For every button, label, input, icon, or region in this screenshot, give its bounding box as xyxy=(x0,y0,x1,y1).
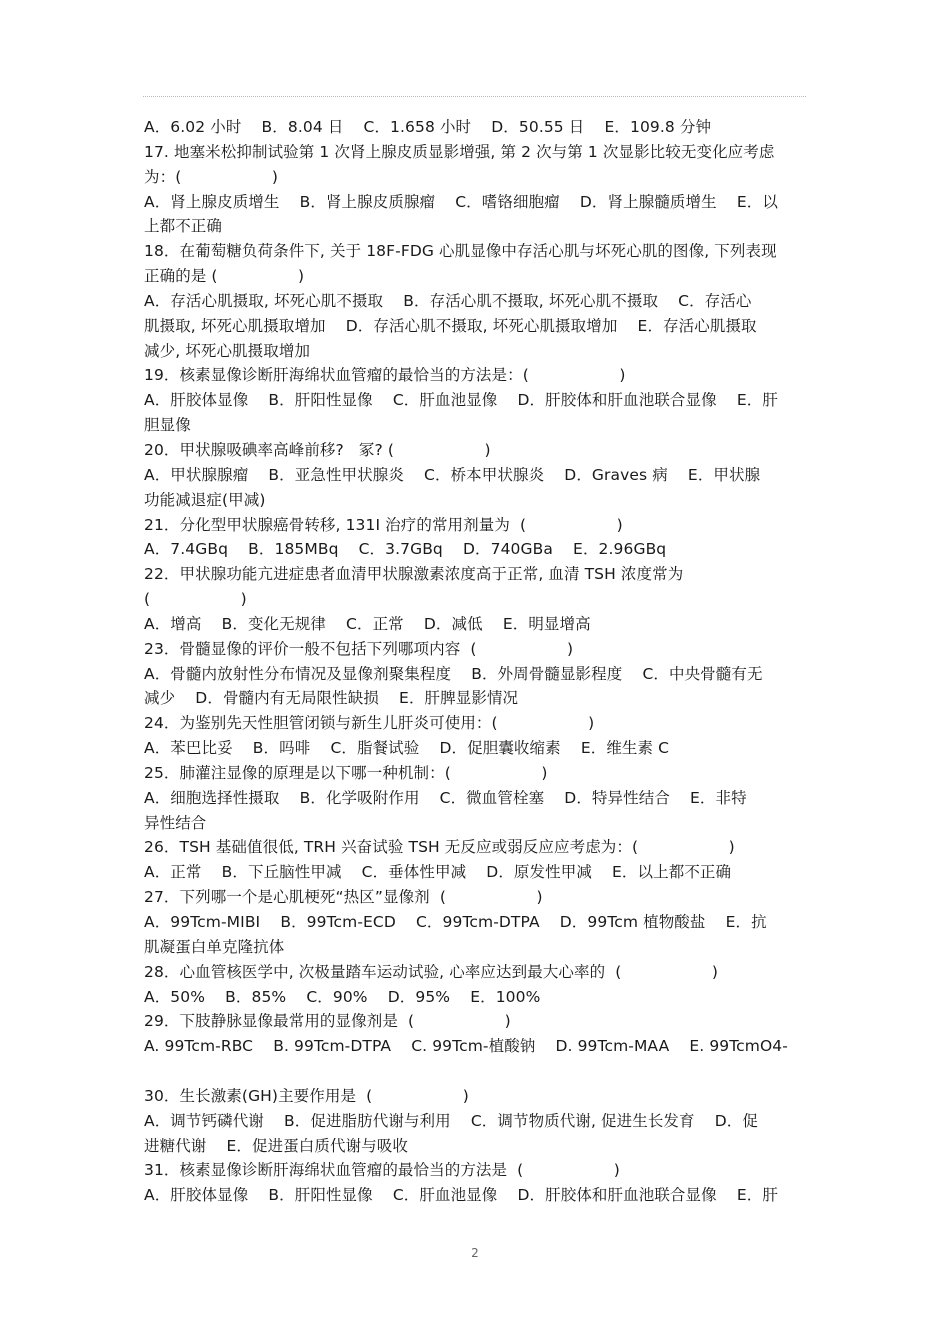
text-line: 21．分化型甲状腺癌骨转移, 131I 治疗的常用剂量为 ( ) xyxy=(144,515,623,534)
text-line: 肌摄取, 坏死心肌摄取增加 D．存活心肌不摄取, 坏死心肌摄取增加 E．存活心肌摄取 xyxy=(144,316,757,335)
text-line: A．肝胶体显像 B．肝阳性显像 C．肝血池显像 D．肝胶体和肝血池联合显像 E．肝 xyxy=(144,1186,778,1205)
text-line: A．细胞选择性摄取 B．化学吸附作用 C．微血管栓塞 D．特异性结合 E．非特 xyxy=(144,788,747,807)
text-line: 28．心血管核医学中, 次极量踏车运动试验, 心率应达到最大心率的 ( ) xyxy=(144,962,719,981)
text-line: A．骨髓内放射性分布情况及显像剂聚集程度 B．外周骨髓显影程度 C．中央骨髓有无 xyxy=(144,664,763,683)
text-line: 23．骨髓显像的评价一般不包括下列哪项内容 ( ) xyxy=(144,639,574,658)
text-line xyxy=(144,1059,808,1084)
text-line: A．50% B．85% C．90% D．95% E．100% xyxy=(144,987,541,1006)
page-number: 2 xyxy=(471,1246,479,1260)
text-line: ( ) xyxy=(144,590,247,609)
text-line: 功能减退症(甲减) xyxy=(144,490,266,509)
header-rule xyxy=(143,96,806,97)
text-line: A．7.4GBq B．185MBq C．3.7GBq D．740GBa E．2.96GBq xyxy=(144,540,667,559)
text-line: 减少 D．骨髓内有无局限性缺损 E．肝脾显影情况 xyxy=(144,689,519,708)
text-line: 24．为鉴别先天性胆管闭锁与新生儿肝炎可使用：( ) xyxy=(144,714,595,733)
text-line: 22．甲状腺功能亢进症患者血清甲状腺激素浓度高于正常, 血清 TSH 浓度常为 xyxy=(144,565,684,584)
text-line: 20．甲状腺吸碘率高峰前移? 冢? ( ) xyxy=(144,440,491,459)
text-line: A. 99Tcm-RBC B. 99Tcm-DTPA C. 99Tcm-植酸钠 D. 99Tcm-MAA E. 99TcmO4- xyxy=(144,1037,788,1056)
text-line: A．6.02 小时 B．8.04 日 C．1.658 小时 D．50.55 日 E．109.8 分钟 xyxy=(144,118,712,136)
text-line: 26．TSH 基础值很低, TRH 兴奋试验 TSH 无反应或弱反应应考虑为：( ) xyxy=(144,838,735,857)
text-line: 异性结合 xyxy=(144,813,207,832)
text-line: A．肝胶体显像 B．肝阳性显像 C．肝血池显像 D．肝胶体和肝血池联合显像 E．肝 xyxy=(144,391,778,410)
text-line: 减少, 坏死心肌摄取增加 xyxy=(144,341,311,360)
text-line: 正确的是 ( ) xyxy=(144,267,305,286)
text-line: 上都不正确 xyxy=(144,217,223,236)
text-line: A．甲状腺腺瘤 B．亚急性甲状腺炎 C．桥本甲状腺炎 D．Graves 病 E．甲状腺 xyxy=(144,465,761,484)
text-line: 17. 地塞米松抑制试验第 1 次肾上腺皮质显影增强, 第 2 次与第 1 次显影比较无变化应考虑 xyxy=(144,142,775,161)
text-line: 25．肺灌注显像的原理是以下哪一种机制：( ) xyxy=(144,763,548,782)
text-line: A．增高 B．变化无规律 C．正常 D．减低 E．明显增高 xyxy=(144,614,591,633)
text-line: 胆显像 xyxy=(144,416,191,435)
text-line: A．正常 B．下丘脑性甲减 C．垂体性甲减 D．原发性甲减 E．以上都不正确 xyxy=(144,863,732,882)
text-line: A．苯巴比妥 B．吗啡 C．脂餐试验 D．促胆囊收缩素 E．维生素 C xyxy=(144,739,670,758)
text-line: 进糖代谢 E．促进蛋白质代谢与吸收 xyxy=(144,1136,409,1155)
text-line: 29．下肢静脉显像最常用的显像剂是 ( ) xyxy=(144,1012,511,1031)
text-line: 30．生长激素(GH)主要作用是 ( ) xyxy=(144,1086,469,1105)
text-line: 18．在葡萄糖负荷条件下, 关于 18F-FDG 心肌显像中存活心肌与坏死心肌的图像, 下列表现 xyxy=(144,242,777,261)
text-line: 19．核素显像诊断肝海绵状血管瘤的最恰当的方法是：( ) xyxy=(144,366,626,385)
text-line: 27．下列哪一个是心肌梗死“热区”显像剂 ( ) xyxy=(144,888,543,907)
text-line: 31．核素显像诊断肝海绵状血管瘤的最恰当的方法是 ( ) xyxy=(144,1161,620,1180)
text-line: 肌凝蛋白单克隆抗体 xyxy=(144,937,285,956)
text-line: A．99Tcm-MIBI B．99Tcm-ECD C．99Tcm-DTPA D．99Tcm 植物酸盐 E．抗 xyxy=(144,913,767,931)
text-line: A．调节钙磷代谢 B．促进脂肪代谢与利用 C．调节物质代谢, 促进生长发育 D．促 xyxy=(144,1111,758,1130)
text-line: 为：( ) xyxy=(144,167,278,186)
text-line: A．肾上腺皮质增生 B．肾上腺皮质腺瘤 C．嗜铬细胞瘤 D．肾上腺髓质增生 E．以 xyxy=(144,192,778,211)
question-text-block xyxy=(144,115,808,1208)
text-line: A．存活心肌摄取, 坏死心肌不摄取 B．存活心肌不摄取, 坏死心肌不摄取 C．存活心 xyxy=(144,291,752,310)
